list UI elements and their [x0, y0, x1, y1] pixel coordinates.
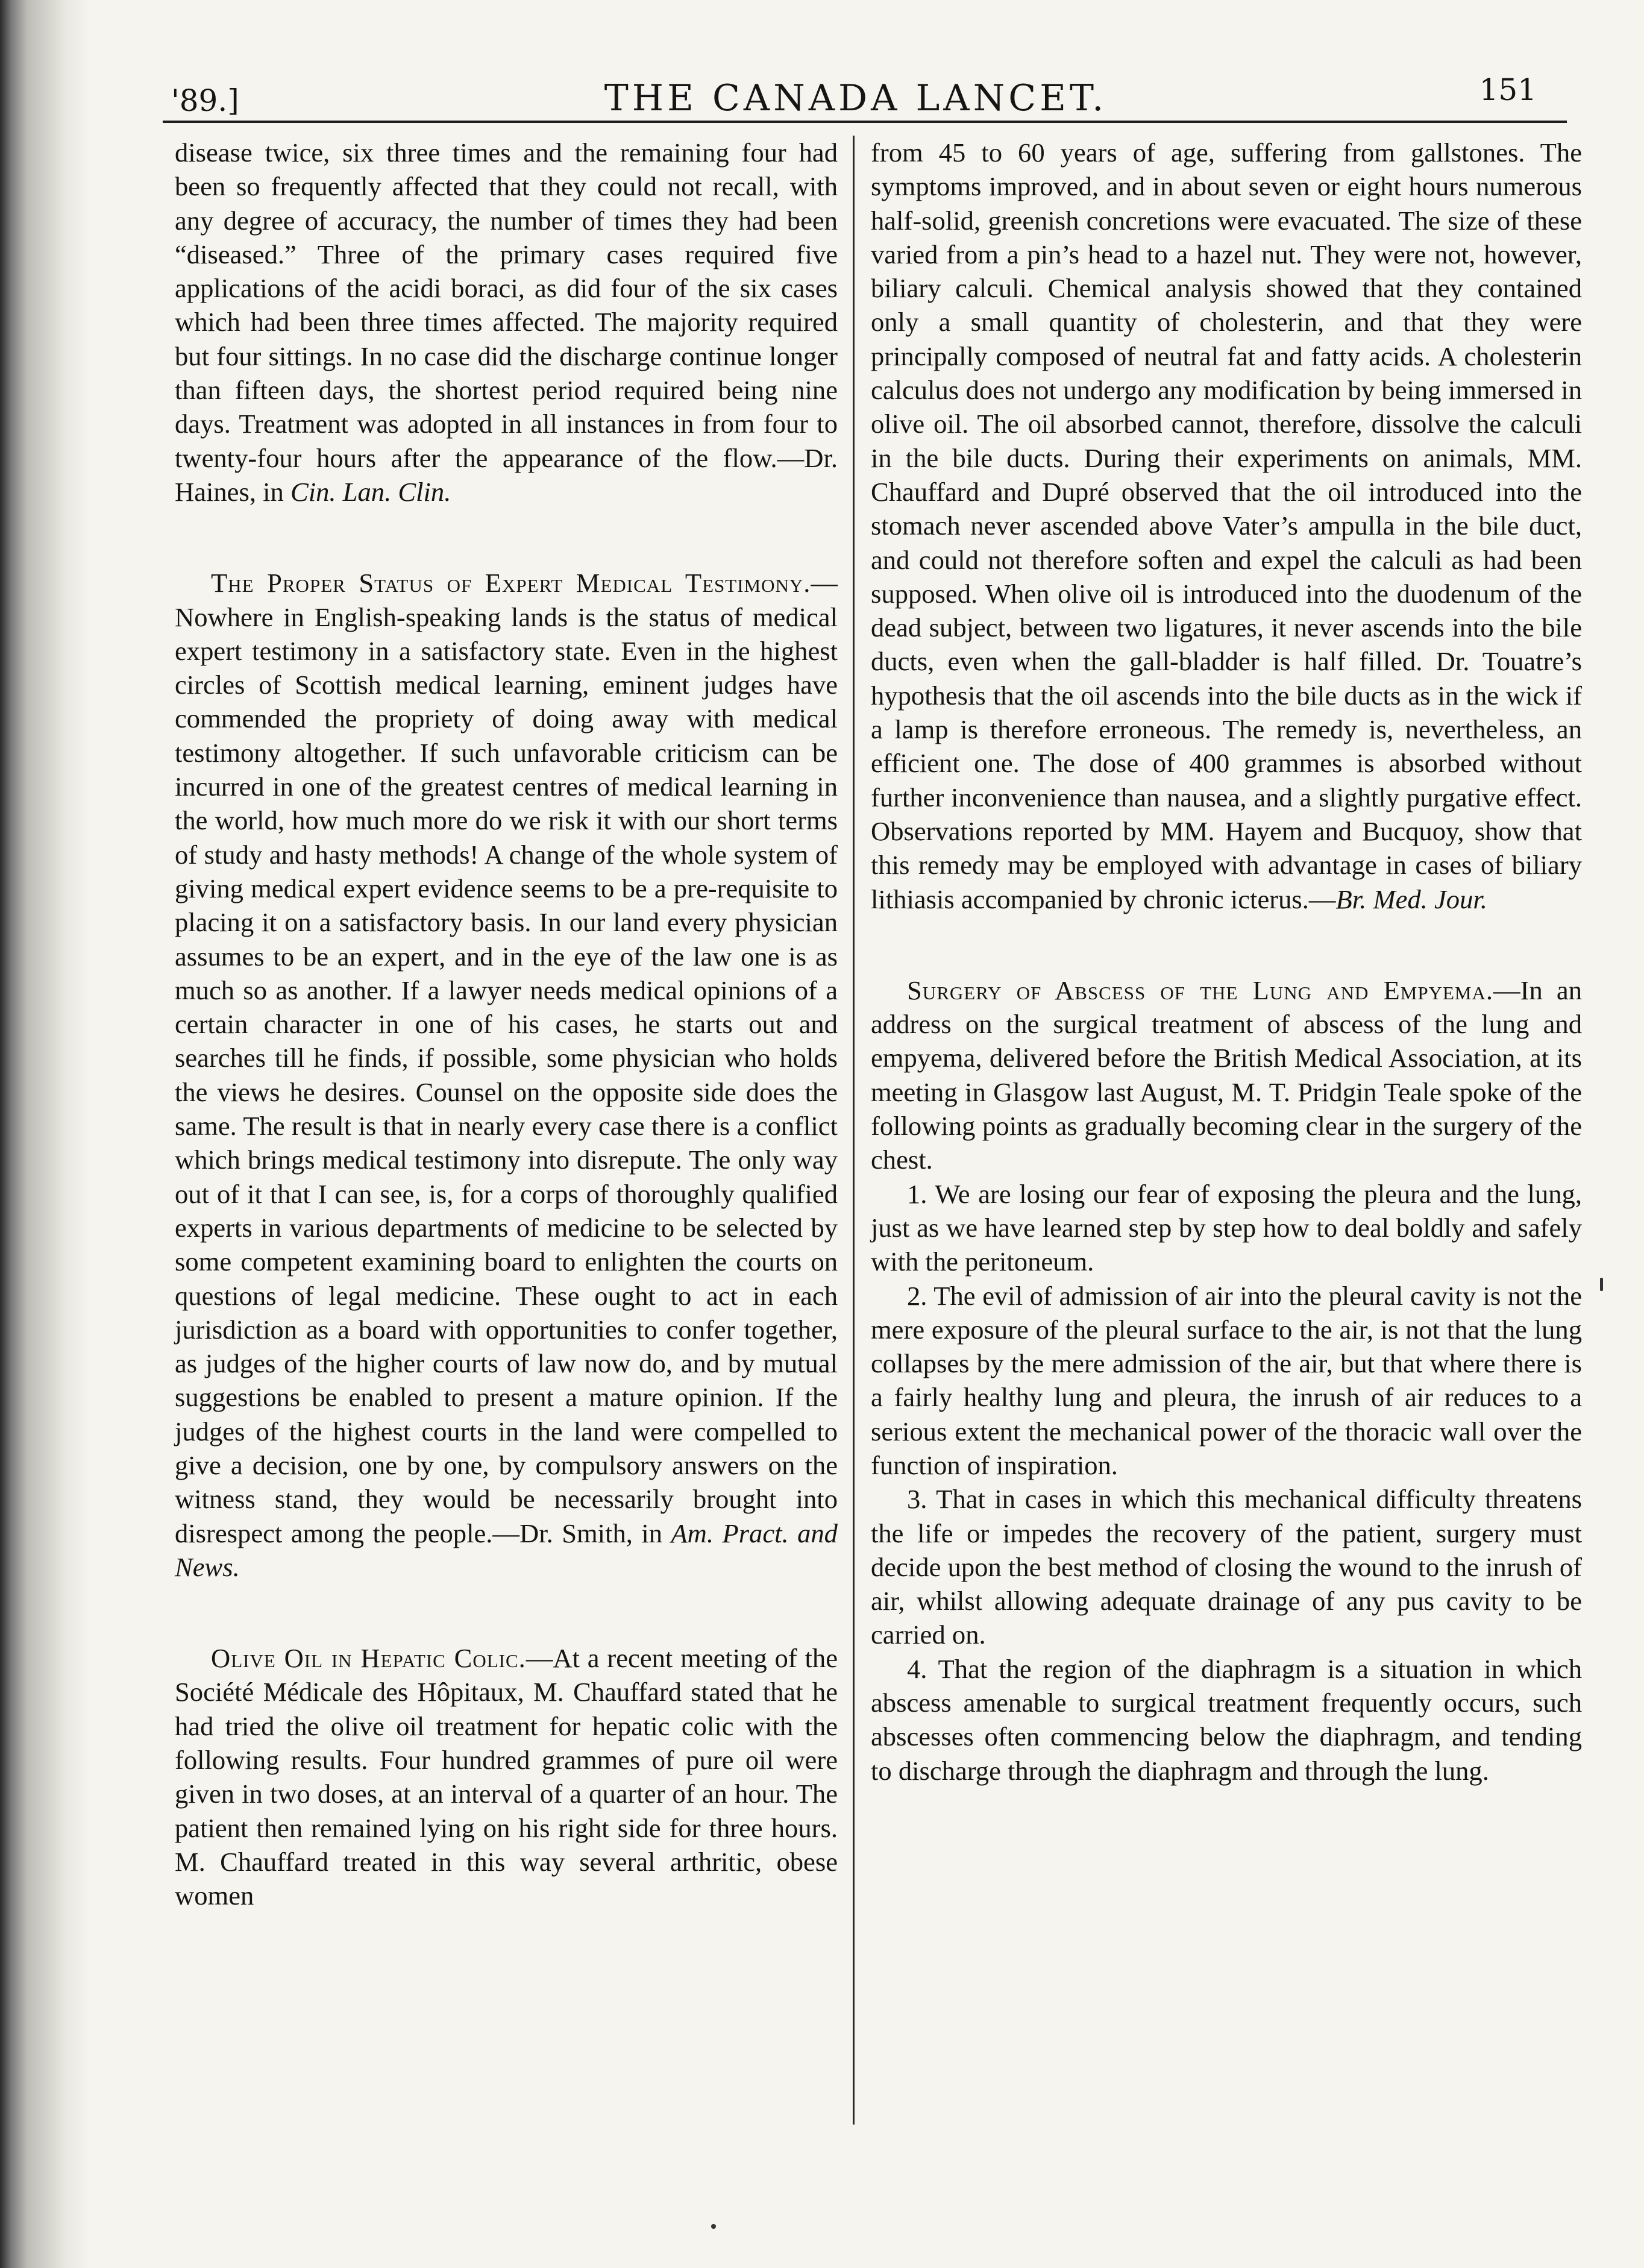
expert-testimony-title: The Proper Status of Expert Medical Testimony. — [211, 568, 811, 598]
lung-abscess-intro: —In an address on the surgical treatment of abscess of the lung and empyema, delivered before the British Medical Association, at its meeting in Glasgow last August, M. T. Pridgin Teale spoke of the following points as gradually becoming clear in the surgery of the chest. — [871, 975, 1582, 1175]
olive-oil-body-end: from 45 to 60 years of age, suffering from gallstones. The symptoms improved, and in about seven or eight hours numerous half-solid, greenish concretions were evacuated. The size of these varied from a pin’s head to a hazel nut. They were not, however, biliary calculi. Chemical analysis showed that they contained only a small quantity of cholesterin, and that they were principally composed of neutral fat and fatty acids. A cholesterin calculus does not undergo any modification by being immersed in olive oil. The oil absorbed cannot, therefore, dissolve the calculi in the bile ducts. During their experiments on animals, MM. Chauffard and Dupré observed that the oil introduced into the stomach never ascended above Vater’s ampulla in the bile duct, and could not therefore soften and expel the calculi as had been supposed. When olive oil is introduced into the duodenum of the dead subject, between two ligatures, it never ascends into the bile ducts, even when the gall-bladder is half filled. Dr. Touatre’s hypothesis that the oil ascends into the bile ducts as in the wick if a lamp is therefore erroneous. The remedy is, nevertheless, an efficient one. The dose of 400 grammes is absorbed without further inconvenience than nausea, and a slightly purgative effect. Observations reported by MM. Hayem and Bucquoy, show that this remedy may be employed with advantage in cases of biliary lithiasis accompanied by chronic icterus.— — [871, 137, 1582, 914]
print-speck — [1600, 1278, 1603, 1291]
boric-acid-source: Cin. Lan. Clin. — [290, 476, 451, 507]
header-rule — [163, 121, 1567, 123]
left-column — [175, 136, 838, 1913]
olive-oil-title: Olive Oil in Hepatic Colic. — [211, 1643, 526, 1674]
right-column — [871, 136, 1582, 1788]
olive-oil-body-start: —At a recent meeting of the Société Médicale des Hôpitaux, M. Chauffard stated that he had tried the olive oil treatment for hepatic colic with the following results. Four hundred grammes of pure oil were given in two doses, at an interval of a quarter of an hour. The patient then remained lying on his right side for three hours. M. Chauffard treated in this way several arthritic, obese women — [175, 1643, 838, 1911]
lung-abscess-article — [871, 973, 1582, 1177]
page-number: 151 — [1479, 72, 1537, 107]
lung-abscess-title: Surgery of Abscess of the Lung and Empyema. — [907, 975, 1493, 1005]
binding-shadow — [0, 0, 90, 2268]
lung-point-2: 2. The evil of admission of air into the pleural cavity is not the mere exposure of the pleural surface to the air, is not that the lung collapses by the mere admission of the air, but that where there is a fairly healthy lung and pleura, the inrush of air reduces to a serious extent the mechanical power of the thoracic wall over the function of inspiration. — [871, 1280, 1582, 1480]
expert-testimony-source: Am. Pract. and News. — [175, 1518, 838, 1582]
print-speck — [711, 2224, 716, 2229]
lung-point-4: 4. That the region of the diaphragm is a situation in which abscess amenable to surgical treatment frequently occurs, such abscesses often commencing below the diaphragm, and tending to discharge through the diaphragm and through the lung. — [871, 1653, 1582, 1786]
olive-oil-article-end — [871, 136, 1582, 916]
lung-point-1: 1. We are losing our fear of exposing the pleura and the lung, just as we have learned step by step how to deal boldly and safely with the peritoneum. — [871, 1178, 1582, 1277]
boric-acid-conclusion — [175, 136, 838, 509]
olive-oil-article-start — [175, 1641, 838, 1912]
journal-title: THE CANADA LANCET. — [604, 77, 1108, 119]
lung-point-3: 3. That in cases in which this mechanical difficulty threatens the life or impedes the recovery of the patient, surgery must decide upon the best method of closing the wound to the inrush of air, whilst allowing adequate drainage of any pus cavity to be carried on. — [871, 1484, 1582, 1650]
running-head — [163, 72, 1549, 133]
expert-testimony-body: —Nowhere in English-speaking lands is the status of medical expert testimony in a satisfactory state. Even in the highest circles of Scottish medical learning, eminent judges have commended the propriety of doing away with medical testimony altogether. If such unfavorable criticism can be incurred in one of the greatest centres of medical learning in the world, how much more do we risk it with our short terms of study and hasty methods! A change of the whole system of giving medical expert evidence seems to be a pre-requisite to placing it on a satisfactory basis. In our land every physician assumes to be an expert, and in the eye of the law one is as much so as another. If a lawyer needs medical opinions of a certain character in one of his cases, he starts out and searches till he finds, if possible, some physician who holds the views he desires. Counsel on the opposite side does the same. The result is that in nearly every case there is a conflict which brings medical testimony into disrepute. The only way out of it that I can see, is, for a corps of thoroughly qualified experts in various departments of medicine to be selected by some competent examining board to enlighten the courts on questions of legal medicine. These ought to act in each jurisdiction as a board with opportunities to confer together, as judges of the higher courts of law now do, and by mutual suggestions be enabled to present a mature opinion. If the judges of the highest courts in the land were compelled to give a decision, one by one, by compulsory answers on the witness stand, they would be necessarily brought into disrespect among the people.—Dr. Smith, in — [175, 568, 838, 1548]
olive-oil-source: Br. Med. Jour. — [1335, 884, 1487, 914]
column-divider — [853, 136, 855, 2125]
boric-acid-text: disease twice, six three times and the remaining four had been so frequently affected that they could not recall, with any degree of accuracy, the number of times they had been “diseased.” Three of the primary cases required five applications of the acidi boraci, as did four of the six cases which had been three times affected. The majority required but four sittings. In no case did the discharge continue longer than fifteen days, the shortest period required being nine days. Treatment was adopted in all instances in from four to twenty-four hours after the appearance of the flow.—Dr. Haines, in — [175, 137, 838, 507]
expert-testimony-article — [175, 566, 838, 1584]
header-year: '89.] — [171, 83, 239, 118]
